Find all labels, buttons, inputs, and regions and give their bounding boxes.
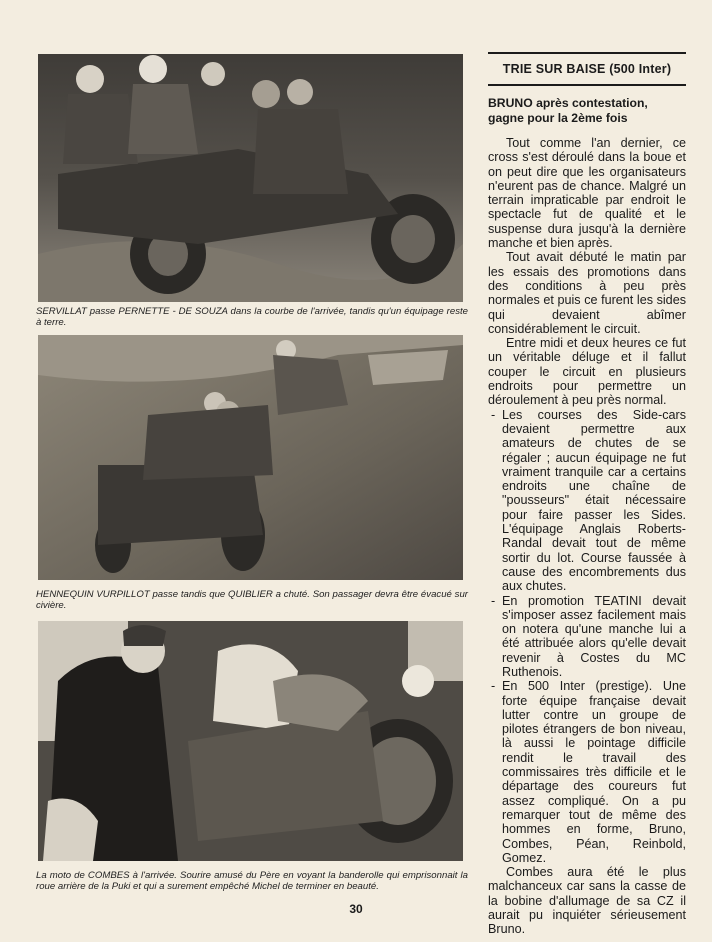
photo-sidecar-crash xyxy=(38,335,463,580)
photo-combes-bike-image xyxy=(38,621,463,861)
article-heading: TRIE SUR BAISE (500 Inter) xyxy=(502,62,672,76)
article-bullet: - En 500 Inter (prestige). Une forte équipe française devait lutter contre un groupe de pilotes étrangers de bon niveau, là aussi le pointage difficile rendit le travail des commissaires très difficile et le départage des coureurs fut assez compliqué. On a pu remarquer tout de même des hommes en forme, Bruno, Combes, Péan, Reinbold, Gomez. xyxy=(488,679,686,865)
photo3-caption: La moto de COMBES à l'arrivée. Sourire amusé du Père en voyant la banderolle qui emprisonnait la roue arrière de la Puki et qui a surement empêché Michel de terminer en beauté. xyxy=(36,870,468,892)
article-bullet: - Les courses des Side-cars devaient permettre aux amateurs de chutes de se régaler ; aucun équipage ne fut vraiment tranquile car a certains endroits une chaîne de "pousseurs" était nécessaire pour faire passer les Sides. L'équipage Anglais Roberts-Randal devait tout de même sortir du lot. Course faussée à cause des encombrements dus aux chutes. xyxy=(488,408,686,594)
article-closing: Combes aura été le plus malchanceux car sans la casse de la bobine d'allumage de sa CZ il aurait pu inquiéter sérieusement Bruno. xyxy=(488,865,686,937)
photo1-caption: SERVILLAT passe PERNETTE - DE SOUZA dans la courbe de l'arrivée, tandis qu'un équipage reste à terre. xyxy=(36,306,468,328)
article-subheading: BRUNO après contestation, gagne pour la 2ème fois xyxy=(488,96,648,125)
photo-sidecar-curve-image xyxy=(38,54,463,302)
article-column xyxy=(488,52,686,937)
page-number: 30 xyxy=(349,902,363,916)
article-paragraph: Tout comme l'an dernier, ce cross s'est déroulé dans la boue et on peut dire que les organisateurs n'eurent pas de chance. Malgré un terrain impraticable par endroit le spectacle fut de qualité et le suspense dura jusqu'à la dernière manche et bien après. xyxy=(488,136,686,251)
photo-sidecar-crash-image xyxy=(38,335,463,580)
photo-sidecar-curve xyxy=(38,54,463,302)
article-paragraph: Entre midi et deux heures ce fut un véritable déluge et il fallut couper le circuit en plusieurs endroits pour permettre un déroulement à peu près normal. xyxy=(488,336,686,408)
photo2-caption: HENNEQUIN VURPILLOT passe tandis que QUIBLIER a chuté. Son passager devra être évacué sur civière. xyxy=(36,589,468,611)
article-bullet: - En promotion TEATINI devait s'imposer assez facilement mais on notera qu'une manche lui a été attribuée alors qu'elle devait revenir à Costes du MC Ruthenois. xyxy=(488,594,686,680)
article-paragraph: Tout avait débuté le matin par les essais des promotions dans des conditions à peu près normales et puis ce furent les sides qui devaient abîmer considérablement le circuit. xyxy=(488,250,686,336)
photo-combes-bike xyxy=(38,621,463,861)
